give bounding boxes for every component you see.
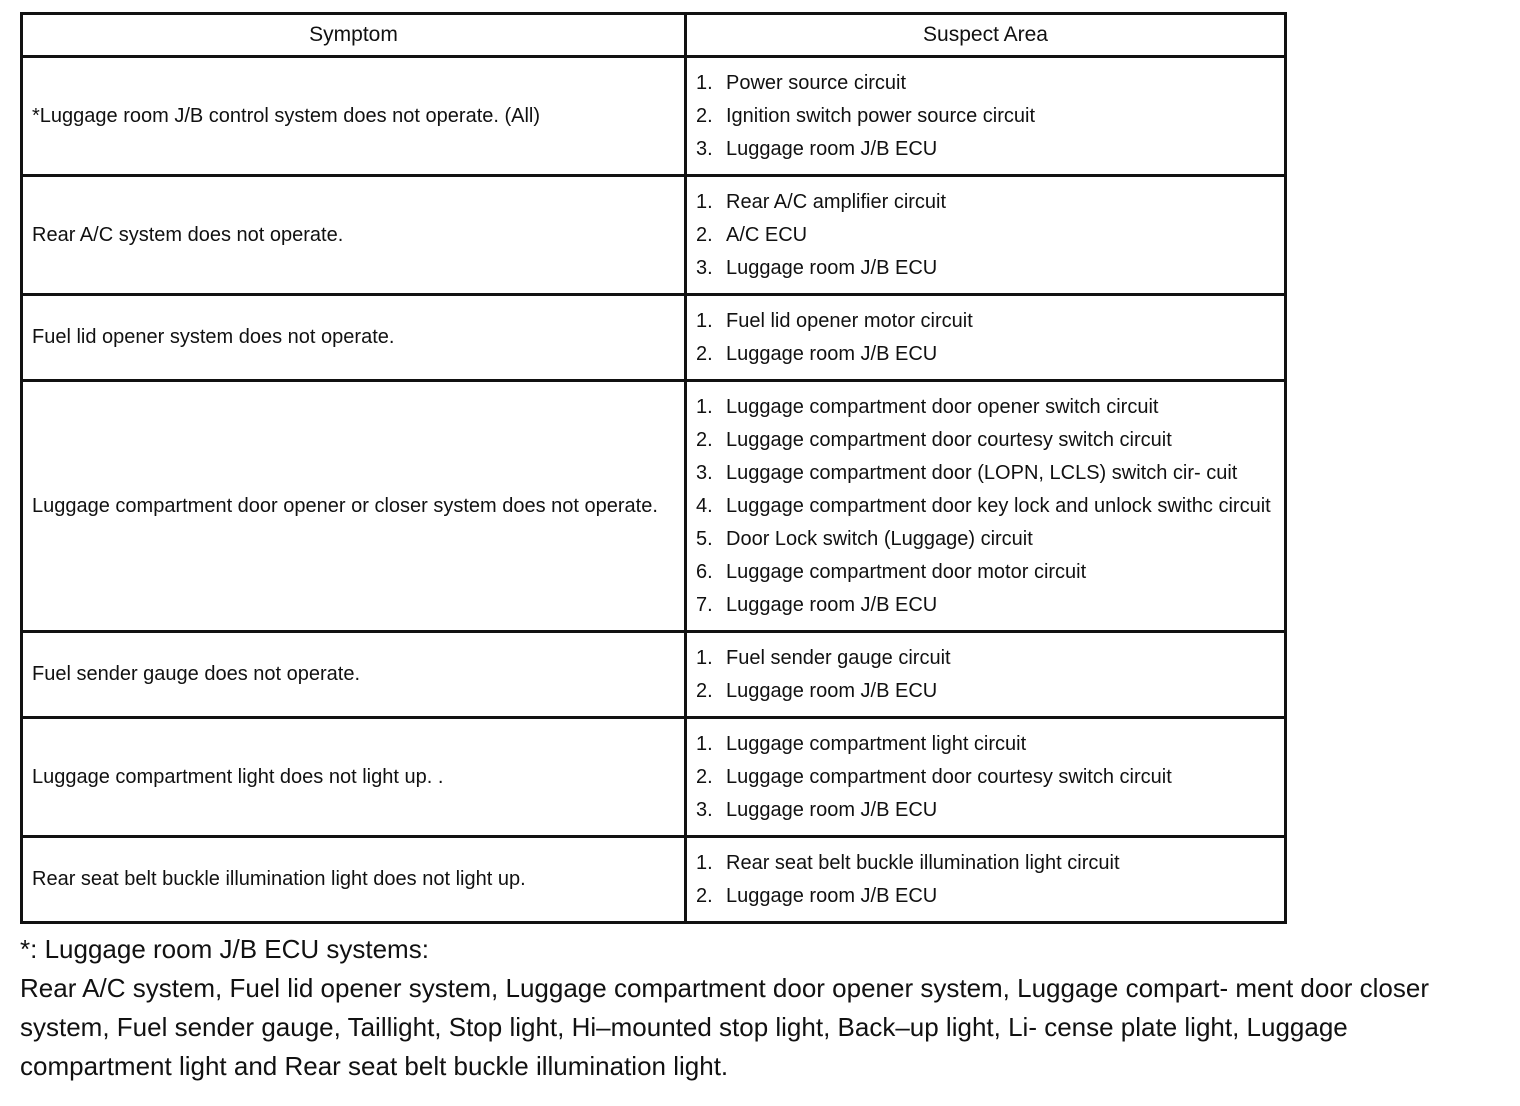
suspect-area-cell bbox=[686, 57, 1286, 176]
suspect-area-cell bbox=[686, 176, 1286, 295]
list-item: 1. Luggage compartment door opener switch circuit bbox=[696, 396, 1159, 418]
list-item: 2. Luggage compartment door courtesy switch circuit bbox=[696, 766, 1172, 788]
table-row bbox=[22, 718, 1286, 837]
footnote-heading: *: Luggage room J/B ECU systems: bbox=[20, 934, 429, 964]
list-item: 6. Luggage compartment door motor circuit bbox=[696, 561, 1087, 583]
suspect-area-list bbox=[696, 67, 1274, 166]
symptom-cell: Luggage compartment door opener or closer system does not operate. bbox=[22, 381, 686, 632]
table-row bbox=[22, 632, 1286, 718]
suspect-area-list bbox=[696, 186, 1274, 285]
suspect-area-cell bbox=[686, 295, 1286, 381]
suspect-area-cell bbox=[686, 718, 1286, 837]
list-item: 2. Ignition switch power source circuit bbox=[696, 105, 1036, 127]
table-row bbox=[22, 837, 1286, 923]
suspect-area-column-header: Suspect Area bbox=[686, 14, 1286, 57]
symptom-column-header: Symptom bbox=[22, 14, 686, 57]
list-item: 3. Luggage room J/B ECU bbox=[696, 257, 938, 279]
suspect-area-cell bbox=[686, 381, 1286, 632]
table-row bbox=[22, 57, 1286, 176]
symptom-cell: Fuel sender gauge does not operate. bbox=[22, 632, 686, 718]
list-item: 7. Luggage room J/B ECU bbox=[696, 594, 938, 616]
list-item: 5. Door Lock switch (Luggage) circuit bbox=[696, 528, 1033, 550]
list-item: 1. Power source circuit bbox=[696, 72, 907, 94]
list-item: 2. Luggage room J/B ECU bbox=[696, 343, 938, 365]
list-item: 4. Luggage compartment door key lock and unlock swithc circuit bbox=[696, 495, 1271, 517]
list-item: 1. Fuel sender gauge circuit bbox=[696, 647, 951, 669]
symptom-cell: *Luggage room J/B control system does not operate. (All) bbox=[22, 57, 686, 176]
symptom-cell: Fuel lid opener system does not operate. bbox=[22, 295, 686, 381]
list-item: 2. Luggage compartment door courtesy switch circuit bbox=[696, 429, 1172, 451]
table-row bbox=[22, 176, 1286, 295]
list-item: 3. Luggage compartment door (LOPN, LCLS) switch cir- cuit bbox=[696, 462, 1238, 484]
suspect-area-cell bbox=[686, 632, 1286, 718]
footnote-body: Rear A/C system, Fuel lid opener system, Luggage compartment door opener system, Luggage compart- ment door closer system, Fuel sender gauge, Taillight, Stop light, Hi–mounted stop light, Back–up light, Li- cense plate light, Luggage compartment light and Rear seat belt buckle illumination light. bbox=[20, 973, 1430, 1081]
list-item: 1. Rear A/C amplifier circuit bbox=[696, 191, 947, 213]
list-item: 1. Fuel lid opener motor circuit bbox=[696, 310, 973, 332]
suspect-area-list bbox=[696, 305, 1274, 371]
symptom-cell: Luggage compartment light does not light up. . bbox=[22, 718, 686, 837]
suspect-area-list bbox=[696, 847, 1274, 913]
table-header-row bbox=[22, 14, 1286, 57]
list-item: 1. Luggage compartment light circuit bbox=[696, 733, 1027, 755]
suspect-area-list bbox=[696, 391, 1274, 622]
symptom-cell: Rear seat belt buckle illumination light does not light up. bbox=[22, 837, 686, 923]
symptom-cell: Rear A/C system does not operate. bbox=[22, 176, 686, 295]
footnote bbox=[20, 930, 1480, 1086]
table-row bbox=[22, 295, 1286, 381]
list-item: 1. Rear seat belt buckle illumination light circuit bbox=[696, 852, 1120, 874]
document-page bbox=[20, 12, 1430, 1086]
suspect-area-list bbox=[696, 642, 1274, 708]
list-item: 3. Luggage room J/B ECU bbox=[696, 138, 938, 160]
list-item: 3. Luggage room J/B ECU bbox=[696, 799, 938, 821]
suspect-area-cell bbox=[686, 837, 1286, 923]
problem-symptoms-table bbox=[20, 12, 1287, 924]
table-row bbox=[22, 381, 1286, 632]
list-item: 2. Luggage room J/B ECU bbox=[696, 885, 938, 907]
list-item: 2. A/C ECU bbox=[696, 224, 808, 246]
suspect-area-list bbox=[696, 728, 1274, 827]
list-item: 2. Luggage room J/B ECU bbox=[696, 680, 938, 702]
